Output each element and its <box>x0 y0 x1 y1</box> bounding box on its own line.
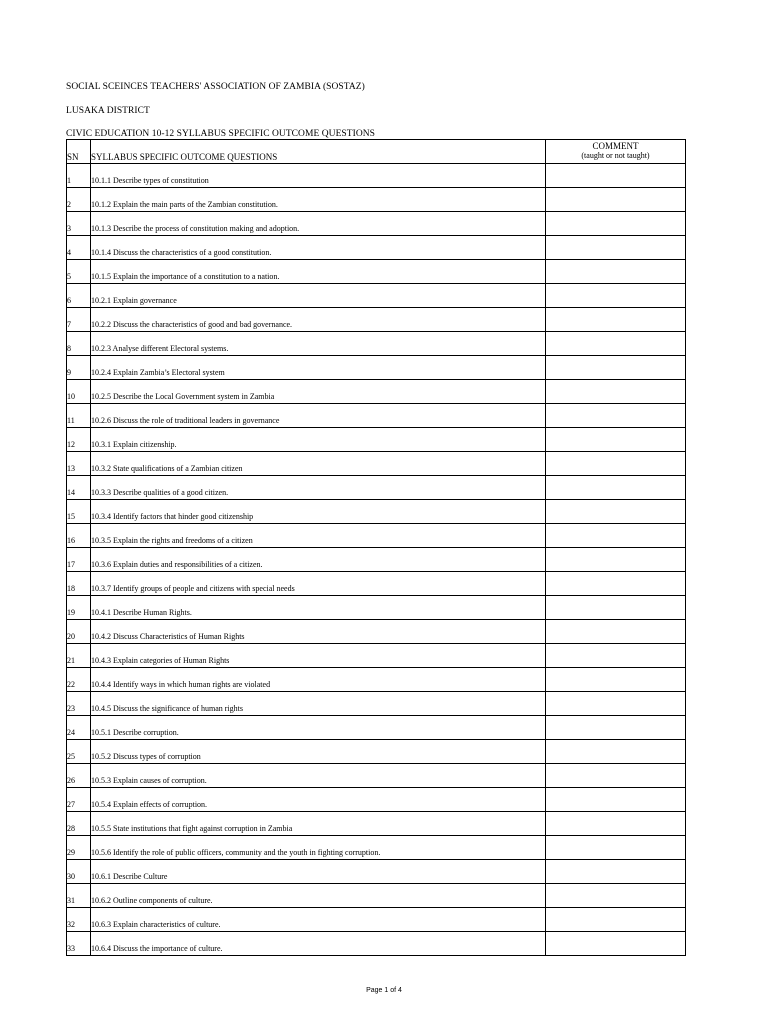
page-number-footer: Page 1 of 4 <box>366 987 402 994</box>
table-row <box>67 764 686 788</box>
table-row <box>67 260 686 284</box>
table-row <box>67 524 686 548</box>
comment-cell[interactable] <box>546 164 686 188</box>
question-cell: 10.6.2 Outline components of culture. <box>91 884 546 908</box>
sn-cell: 5 <box>67 260 91 284</box>
sn-cell: 33 <box>67 932 91 956</box>
question-cell: 10.6.1 Describe Culture <box>91 860 546 884</box>
table-row <box>67 716 686 740</box>
sn-cell: 22 <box>67 668 91 692</box>
question-cell: 10.4.4 Identify ways in which human rights are violated <box>91 668 546 692</box>
question-cell: 10.3.4 Identify factors that hinder good citizenship <box>91 500 546 524</box>
table-row <box>67 284 686 308</box>
comment-cell[interactable] <box>546 284 686 308</box>
organization-title: SOCIAL SCEINCES TEACHERS' ASSOCIATION OF ZAMBIA (SOSTAZ) <box>66 82 365 92</box>
comment-cell[interactable] <box>546 860 686 884</box>
table-row <box>67 572 686 596</box>
table-row <box>67 620 686 644</box>
comment-cell[interactable] <box>546 908 686 932</box>
sn-cell: 31 <box>67 884 91 908</box>
comment-cell[interactable] <box>546 452 686 476</box>
question-cell: 10.2.2 Discuss the characteristics of good and bad governance. <box>91 308 546 332</box>
table-row <box>67 332 686 356</box>
question-cell: 10.5.3 Explain causes of corruption. <box>91 764 546 788</box>
table-row <box>67 788 686 812</box>
question-cell: 10.5.5 State institutions that fight against corruption in Zambia <box>91 812 546 836</box>
sn-cell: 32 <box>67 908 91 932</box>
comment-cell[interactable] <box>546 260 686 284</box>
outcome-questions-table <box>66 139 686 956</box>
table-row <box>67 596 686 620</box>
table-row <box>67 212 686 236</box>
question-cell: 10.6.3 Explain characteristics of culture. <box>91 908 546 932</box>
document-title: CIVIC EDUCATION 10-12 SYLLABUS SPECIFIC OUTCOME QUESTIONS <box>66 129 375 139</box>
sn-cell: 24 <box>67 716 91 740</box>
sn-cell: 13 <box>67 452 91 476</box>
sn-cell: 29 <box>67 836 91 860</box>
question-cell: 10.3.3 Describe qualities of a good citizen. <box>91 476 546 500</box>
question-cell: 10.1.4 Discuss the characteristics of a good constitution. <box>91 236 546 260</box>
comment-cell[interactable] <box>546 404 686 428</box>
question-cell: 10.3.1 Explain citizenship. <box>91 428 546 452</box>
question-cell: 10.1.3 Describe the process of constitution making and adoption. <box>91 212 546 236</box>
comment-cell[interactable] <box>546 212 686 236</box>
table-row <box>67 188 686 212</box>
comment-cell[interactable] <box>546 812 686 836</box>
question-cell: 10.2.5 Describe the Local Government system in Zambia <box>91 380 546 404</box>
question-cell: 10.3.6 Explain duties and responsibilities of a citizen. <box>91 548 546 572</box>
question-cell: 10.4.3 Explain categories of Human Rights <box>91 644 546 668</box>
question-cell: 10.1.1 Describe types of constitution <box>91 164 546 188</box>
question-cell: 10.5.1 Describe corruption. <box>91 716 546 740</box>
sn-cell: 1 <box>67 164 91 188</box>
comment-cell[interactable] <box>546 524 686 548</box>
comment-cell[interactable] <box>546 428 686 452</box>
table-row <box>67 836 686 860</box>
question-cell: 10.5.6 Identify the role of public officers, community and the youth in fighting corruption. <box>91 836 546 860</box>
sn-cell: 3 <box>67 212 91 236</box>
sn-cell: 8 <box>67 332 91 356</box>
sn-cell: 6 <box>67 284 91 308</box>
sn-cell: 7 <box>67 308 91 332</box>
sn-cell: 14 <box>67 476 91 500</box>
comment-cell[interactable] <box>546 188 686 212</box>
sn-cell: 10 <box>67 380 91 404</box>
comment-cell[interactable] <box>546 836 686 860</box>
sn-cell: 21 <box>67 644 91 668</box>
table-row <box>67 932 686 956</box>
sn-cell: 26 <box>67 764 91 788</box>
comment-header <box>546 140 686 164</box>
comment-header-subtitle: (taught or not taught) <box>581 151 650 160</box>
sn-cell: 15 <box>67 500 91 524</box>
sn-cell: 17 <box>67 548 91 572</box>
question-cell: 10.2.3 Analyse different Electoral systems. <box>91 332 546 356</box>
question-cell: 10.2.1 Explain governance <box>91 284 546 308</box>
table-row <box>67 500 686 524</box>
table-row <box>67 356 686 380</box>
sn-cell: 2 <box>67 188 91 212</box>
comment-cell[interactable] <box>546 740 686 764</box>
table-row <box>67 308 686 332</box>
table-row <box>67 812 686 836</box>
comment-cell[interactable] <box>546 764 686 788</box>
table-header-row <box>67 140 686 164</box>
question-cell: 10.3.7 Identify groups of people and citizens with special needs <box>91 572 546 596</box>
table-row <box>67 740 686 764</box>
table-row <box>67 452 686 476</box>
sn-cell: 19 <box>67 596 91 620</box>
question-header: SYLLABUS SPECIFIC OUTCOME QUESTIONS <box>91 140 546 164</box>
sn-cell: 20 <box>67 620 91 644</box>
table-row <box>67 668 686 692</box>
sn-cell: 9 <box>67 356 91 380</box>
comment-cell[interactable] <box>546 548 686 572</box>
comment-cell[interactable] <box>546 356 686 380</box>
question-cell: 10.4.5 Discuss the significance of human rights <box>91 692 546 716</box>
question-cell: 10.4.2 Discuss Characteristics of Human Rights <box>91 620 546 644</box>
comment-cell[interactable] <box>546 596 686 620</box>
table-row <box>67 236 686 260</box>
district-label: LUSAKA DISTRICT <box>66 106 150 116</box>
comment-cell[interactable] <box>546 332 686 356</box>
sn-cell: 30 <box>67 860 91 884</box>
question-cell: 10.3.2 State qualifications of a Zambian citizen <box>91 452 546 476</box>
comment-cell[interactable] <box>546 692 686 716</box>
sn-cell: 12 <box>67 428 91 452</box>
comment-cell[interactable] <box>546 668 686 692</box>
sn-header: SN <box>67 140 91 164</box>
table-row <box>67 428 686 452</box>
question-cell: 10.2.4 Explain Zambia’s Electoral system <box>91 356 546 380</box>
question-cell: 10.5.4 Explain effects of corruption. <box>91 788 546 812</box>
comment-header-label: COMMENT <box>592 141 639 151</box>
table-row <box>67 860 686 884</box>
sn-cell: 23 <box>67 692 91 716</box>
table-row <box>67 380 686 404</box>
table-row <box>67 908 686 932</box>
sn-cell: 18 <box>67 572 91 596</box>
sn-cell: 27 <box>67 788 91 812</box>
sn-cell: 28 <box>67 812 91 836</box>
question-cell: 10.4.1 Describe Human Rights. <box>91 596 546 620</box>
table-row <box>67 644 686 668</box>
question-cell: 10.1.5 Explain the importance of a constitution to a nation. <box>91 260 546 284</box>
comment-cell[interactable] <box>546 572 686 596</box>
comment-cell[interactable] <box>546 308 686 332</box>
comment-cell[interactable] <box>546 236 686 260</box>
comment-cell[interactable] <box>546 884 686 908</box>
comment-cell[interactable] <box>546 788 686 812</box>
question-cell: 10.1.2 Explain the main parts of the Zambian constitution. <box>91 188 546 212</box>
comment-cell[interactable] <box>546 644 686 668</box>
table-row <box>67 692 686 716</box>
table-row <box>67 548 686 572</box>
comment-cell[interactable] <box>546 932 686 956</box>
comment-cell[interactable] <box>546 620 686 644</box>
comment-cell[interactable] <box>546 716 686 740</box>
question-cell: 10.6.4 Discuss the importance of culture. <box>91 932 546 956</box>
table-body <box>67 164 686 956</box>
sn-cell: 16 <box>67 524 91 548</box>
sn-cell: 4 <box>67 236 91 260</box>
question-cell: 10.3.5 Explain the rights and freedoms of a citizen <box>91 524 546 548</box>
question-cell: 10.2.6 Discuss the role of traditional leaders in governance <box>91 404 546 428</box>
table-row <box>67 404 686 428</box>
sn-cell: 25 <box>67 740 91 764</box>
table-row <box>67 164 686 188</box>
comment-cell[interactable] <box>546 500 686 524</box>
comment-cell[interactable] <box>546 476 686 500</box>
table-row <box>67 476 686 500</box>
comment-cell[interactable] <box>546 380 686 404</box>
question-cell: 10.5.2 Discuss types of corruption <box>91 740 546 764</box>
table-row <box>67 884 686 908</box>
sn-cell: 11 <box>67 404 91 428</box>
